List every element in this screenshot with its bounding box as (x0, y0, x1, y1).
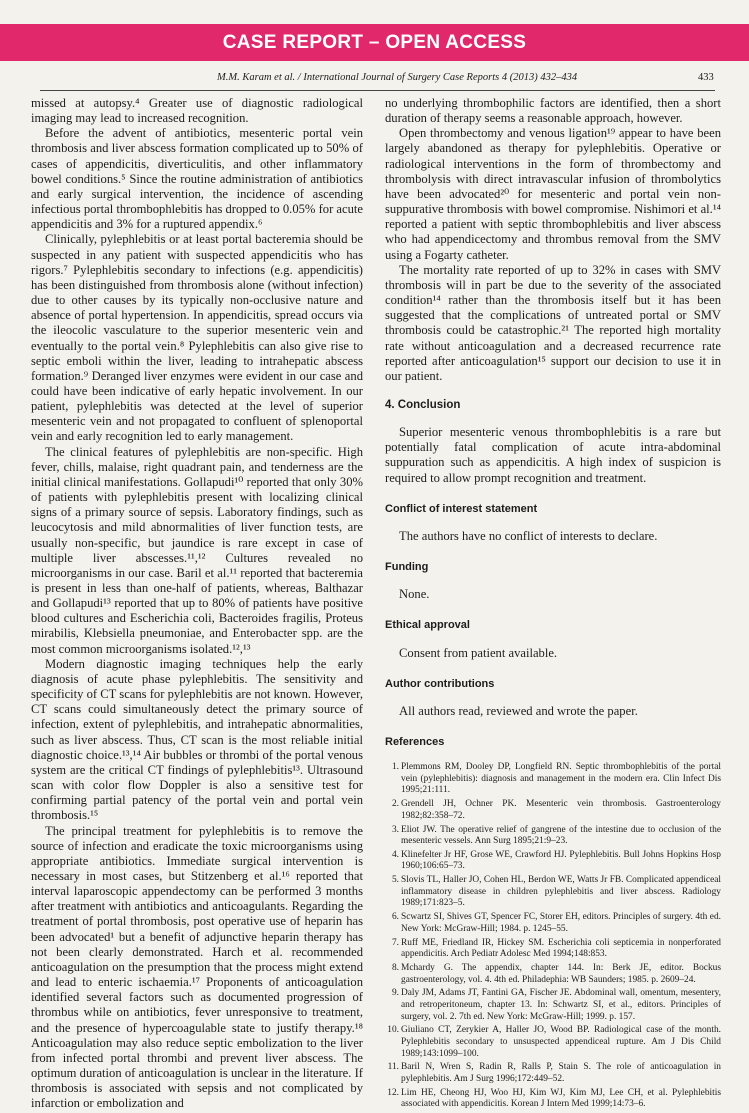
running-head (0, 72, 749, 88)
left-column (31, 96, 363, 1111)
reference-item: 12. Lim HE, Cheong HJ, Woo HJ, Kim WJ, Kim MJ, Lee CH, et al. Pylephlebitis associated with appendicitis. Korean J Intern Med 1999;14:73–6. (387, 1087, 721, 1110)
conflict-heading: Conflict of interest statement (385, 502, 538, 515)
reference-list (385, 762, 721, 1111)
paragraph: The principal treatment for pylephlebitis is to remove the source of infection and eradicate the toxic microorganisms using appropriate antibiotics. Immediate surgical intervention is necessary in most cases, but Stitzenberg et al.¹⁶ reported that interval laparoscopic appendectomy can be performed 3 months after treatment with antibiotics and anticoagulants. Regarding the treatment of portal thrombosis, post operative use of heparin has been advocated¹ but a benefit of adjunctive heparin therapy has not been clearly demonstrated. Harch et al. recommended anticoagulation on the presumption that the process might extend and lead to enteric ischaemia.¹⁷ Proponents of anticoagulation identified several factors such as documented progression of thrombus while on antibiotics, fever unresponsive to treatment, and the presence of hypercoagulable state to justify therapy.¹⁸ Anticoagulation may also reduce septic embolization to the liver from infected portal thrombi and prevent liver abscess. The optimum duration of anticoagulation is unclear in the literature. If thrombosis is associated with sepsis and not complicated by infarction or embolization and (31, 823, 363, 1111)
case-report-banner: CASE REPORT – OPEN ACCESS (0, 24, 749, 61)
paragraph: Open thrombectomy and venous ligation¹⁹ appear to have been largely abandoned as therapy for pylephlebitis. Operative or radiological interventions in the form of thrombectomy and thrombolysis with direct intravascular infusion of thrombolytics have been advocated²⁰ for mesenteric and portal vein non-suppurative thrombosis with bowel compromise. Nishimori et al.¹⁴ reported a patient with septic thrombophlebitis and liver abscess who had appendicectomy and thrombus removal from the SMV using a Fogarty catheter. (385, 126, 721, 262)
reference-item: 5. Slovis TL, Haller JO, Cohen HL, Berdon WE, Watts Jr FB. Complicated appendiceal inflammatory disease in children pylephlebitis and liver abscess. Radiology 1989;171:823–5. (391, 875, 721, 909)
paragraph: missed at autopsy.⁴ Greater use of diagnostic radiological imaging may lead to increased recognition. (31, 96, 363, 126)
paragraph: no underlying thrombophilic factors are identified, then a short duration of therapy seems a reasonable approach, however. (385, 96, 721, 126)
reference-item: 1. Plemmons RM, Dooley DP, Longfield RN. Septic thrombophlebitis of the portal vein (pylephlebitis): diagnosis and management in the modern era. Clin Infect Dis 1995;21:111. (391, 762, 721, 796)
ethical-heading: Ethical approval (385, 619, 470, 632)
ethical-text: Consent from patient available. (399, 645, 558, 660)
references-heading: References (385, 736, 445, 748)
funding-text: None. (399, 587, 430, 602)
contributions-heading: Author contributions (385, 677, 495, 690)
reference-item: 9. Daly JM, Adams JT, Fantini GA, Fischer JE. Abdominal wall, omentum, mesentery, and retroperitoneum, chapter 13. In: Schwartz SI, et al., editors. Principles of surgery, vol. 2. 7th ed. New York: McGraw-Hill; 1999. p. 157. (391, 988, 721, 1022)
reference-item: 2. Grendell JH, Ochner PK. Mesenteric vein thrombosis. Gastroenterology 1982;82:358–72. (391, 799, 721, 821)
paragraph: Modern diagnostic imaging techniques help the early diagnosis of acute phase pylephlebitis. The sensitivity and specificity of CT scans for pylephlebitis are not known. However, CT scans could simultaneously detect the primary source of infection, extent of pylephlebitis, and intrahepatic abnormalities, such as liver abscess. Thus, CT scan is the most reliable initial diagnostic choice.¹³,¹⁴ Air bubbles or thrombi of the portal venous system are the critical CT findings of pylephlebitis¹³. Ultrasound scan with color flow Doppler is also a sensitive test for confirming partial patency of the portal vein and portal vein thrombosis.¹⁵ (31, 656, 363, 823)
reference-item: 6. Scwartz SI, Shives GT, Spencer FC, Storer EH, editors. Principles of surgery. 4th ed. New York: McGraw-Hill; 1984. p. 1245–55. (391, 912, 721, 934)
journal-citation: M.M. Karam et al. / International Journal of Surgery Case Reports 4 (2013) 432–434 (217, 72, 578, 83)
paragraph: Before the advent of antibiotics, mesenteric portal vein thrombosis and liver abscess formation complicated up to 50% of cases of appendicitis, diverticulitis, and other inflammatory bowel conditions.⁵ Since the routine administration of antibiotics and early surgical intervention, the incidence of ascending infectious portal thrombophlebitis has dropped to 0.05% for acute appendicitis and 3% for a ruptured appendix.⁶ (31, 126, 363, 232)
reference-item: 3. Eliot JW. The operative relief of gangrene of the intestine due to occlusion of the mesenteric vessels. Ann Surg 1895;21:9–23. (391, 824, 721, 847)
reference-item: 4. Klinefelter Jr HF, Grose WE, Crawford HJ. Pylephlebitis. Bull Johns Hopkins Hosp 1960;106:65–73. (391, 849, 721, 872)
conflict-text: The authors have no conflict of interests to declare. (399, 528, 658, 543)
paragraph: The mortality rate reported of up to 32% in cases with SMV thrombosis will in part be due to the severity of the associated condition¹⁴ rather than the thrombosis itself but it has been suggested that the complications of untreated portal or SMV thrombosis could be catastrophic.²¹ The reported high mortality rate without anticoagulation and a decreased recurrence rate reported after anticoagulation¹⁵ support our decision to use it in our patient. (385, 262, 721, 383)
reference-item: 8. Mchardy G. The appendix, chapter 144. In: Berk JE, editor. Bockus gastroenterology, vol. 4. 4th ed. Philadephia: WB Saunders; 1985. p. 2609–24. (391, 962, 721, 985)
reference-item: 7. Ruff ME, Friedland IR, Hickey SM. Escherichia coli septicemia in nonperforated appendicitis. Arch Pediatr Adolesc Med 1994;148:853. (391, 937, 721, 960)
header-rule (40, 90, 715, 91)
paragraph: Clinically, pylephlebitis or at least portal bacteremia should be suspected in any patient with suspected appendicitis who has rigors.⁷ Pylephlebitis secondary to infections (e.g. appendicitis) has been distinguished from thrombosis alone (without infection) due to other causes by its typically non-occlusive nature and absence of portal hypertension. In appendicitis, spread occurs via the ileocolic vasculature to the superior mesenteric vein and eventually to the portal vein.⁸ Pylephlebitis can also give rise to septic emboli within the liver, leading to intrahepatic abscess formation.⁹ Deranged liver enzymes were evident in our case and could have been indicative of early hepatic involvement. In our patient, pylephlebitis was detected at the level of superior mesenteric vein and not propagated to confluent of splenoportal vein and early recognition led to early management. (31, 232, 363, 444)
funding-heading: Funding (385, 561, 429, 574)
conclusion-text: Superior mesenteric venous thrombophlebitis is a rare but potentially fatal complication of acute intra-abdominal suppuration such as appendicitis. A high index of suspicion is required to allow prompt recognition and treatment. (385, 425, 721, 485)
reference-item: 11. Baril N, Wren S, Radin R, Ralls P, Stain S. The role of anticoagulation in pylephlebitis. Am J Surg 1996;172:449–52. (387, 1062, 721, 1084)
page-number: 433 (698, 72, 714, 83)
contributions-text: All authors read, reviewed and wrote the paper. (399, 703, 638, 718)
reference-item: 10. Giuliano CT, Zerykier A, Haller JO, Wood BP. Radiological case of the month. Pylephlebitis secondary to unsuspected appendiceal rupture. Am J Dis Child 1989;143:1099–100. (387, 1025, 721, 1059)
conclusion-heading: 4. Conclusion (385, 398, 461, 411)
paragraph: The clinical features of pylephlebitis are non-specific. High fever, chills, malaise, right quadrant pain, and tenderness are the initial clinical manifestations. Gollapudi¹⁰ reported that only 30% of patients with pylephlebitis present with localizing clinical signs of a primary source of sepsis. Laboratory findings, such as leucocytosis and mild abnormalities of liver function tests, are usually non-specific, but jaundice is rare except in case of multiple liver abscesses.¹¹,¹² Cultures revealed no microorganisms in our case. Baril et al.¹¹ reported that bacteremia is present in less than one-half of patients, whereas, Balthazar and Gollapudi¹³ reported that up to 80% of patients have positive blood cultures and Escherichia coli, Bacteroides fragilis, Proteus mirabilis, Klebsiella pneumoniae, and Enterobacter spp. are the most common microorganisms isolated.¹²,¹³ (31, 444, 363, 656)
right-column (385, 96, 721, 1113)
